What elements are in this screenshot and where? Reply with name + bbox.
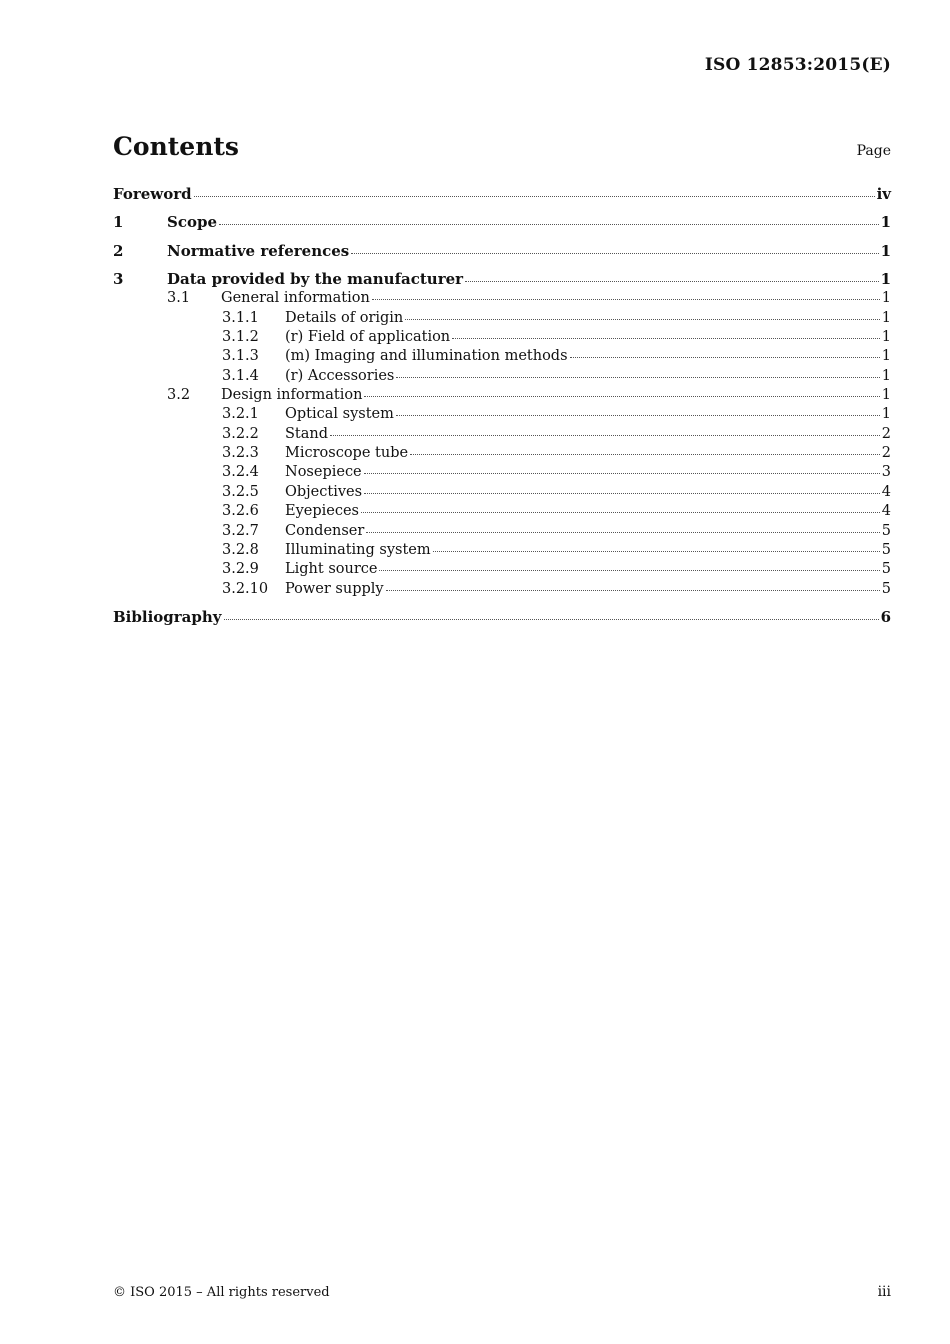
- toc-entry-title: Power supply: [285, 580, 384, 597]
- toc-entry-page: 2: [881, 445, 891, 462]
- dot-leader: [465, 269, 878, 282]
- toc-entry-page: 1: [881, 290, 891, 307]
- dot-leader: [364, 481, 880, 494]
- toc-entry-title: General information: [221, 290, 370, 307]
- toc-entry-title: Microscope tube: [285, 445, 409, 462]
- toc-entry-number: 3.2: [167, 387, 191, 404]
- toc-entry-number: 3.2.6: [222, 503, 259, 520]
- toc-entry-title: Foreword: [113, 185, 192, 203]
- toc-entry-number: 3.2.3: [222, 445, 259, 462]
- toc-entry-page: 1: [881, 387, 891, 404]
- toc-entry-number: 3.2.10: [222, 580, 269, 597]
- toc-entry-page: 5: [881, 561, 891, 578]
- toc-entry-page: 1: [881, 309, 891, 326]
- toc-entry-page: 1: [880, 270, 891, 289]
- toc-entry-title: Design information: [221, 387, 363, 404]
- dot-leader: [396, 403, 880, 416]
- dot-leader: [351, 241, 878, 254]
- page-number: iii: [877, 1284, 891, 1300]
- toc-entry-page: 5: [881, 580, 891, 597]
- toc-entry-title: Data provided by the manufacturer: [167, 270, 464, 289]
- toc-entry-page: 3: [881, 464, 891, 481]
- dot-leader: [366, 520, 879, 533]
- toc-entry[interactable]: [113, 213, 891, 232]
- toc-entry-title: Objectives: [285, 483, 363, 500]
- toc-entry[interactable]: [113, 242, 891, 261]
- dot-leader: [379, 558, 879, 571]
- dot-leader: [452, 326, 880, 339]
- toc-entry-page: 4: [881, 503, 891, 520]
- dot-leader: [361, 500, 880, 513]
- page-column-label: Page: [856, 143, 891, 159]
- toc-entry-page: 5: [881, 522, 891, 539]
- dot-leader: [219, 212, 879, 225]
- toc-entry-title: Details of origin: [285, 309, 404, 326]
- dot-leader: [372, 287, 880, 300]
- dot-leader: [224, 607, 879, 620]
- toc-entry-page: 6: [880, 607, 891, 626]
- dot-leader: [570, 345, 880, 358]
- toc-entry-page: 1: [880, 241, 891, 260]
- toc-entry-page: 4: [881, 483, 891, 500]
- table-of-contents: [113, 185, 891, 627]
- toc-entry-number: 3.2.2: [222, 425, 259, 442]
- toc-entry-title: Optical system: [285, 406, 394, 423]
- dot-leader: [386, 578, 880, 591]
- dot-leader: [194, 184, 875, 197]
- toc-entry-title: Light source: [285, 561, 378, 578]
- toc-entry-title: Eyepieces: [285, 503, 360, 520]
- toc-entry-title: Bibliography: [113, 607, 222, 626]
- toc-entry-number: 3.1.4: [222, 367, 259, 384]
- toc-entry[interactable]: [113, 185, 891, 204]
- toc-entry-number: 3.2.5: [222, 483, 259, 500]
- toc-entry-page: 5: [881, 541, 891, 558]
- toc-entry-number: 3.2.9: [222, 561, 259, 578]
- toc-entry-title: Stand: [285, 425, 329, 442]
- toc-entry[interactable]: [113, 580, 891, 599]
- toc-entry-title: (r) Field of application: [285, 329, 451, 346]
- toc-entry-page: 1: [881, 406, 891, 423]
- toc-entry-page: 1: [881, 329, 891, 346]
- dot-leader: [396, 365, 879, 378]
- toc-entry-number: 3.1.1: [222, 309, 259, 326]
- toc-entry-number: 3.1: [167, 290, 191, 307]
- contents-title: Contents: [113, 132, 240, 161]
- toc-entry-number: 2: [113, 241, 124, 260]
- toc-entry-number: 3.2.8: [222, 541, 259, 558]
- toc-entry-number: 3.1.3: [222, 348, 259, 365]
- toc-entry-title: (r) Accessories: [285, 367, 395, 384]
- toc-entry-title: Condenser: [285, 522, 365, 539]
- toc-entry-title: Scope: [167, 213, 218, 232]
- toc-entry-number: 3.2.7: [222, 522, 259, 539]
- dot-leader: [410, 442, 880, 455]
- toc-entry-number: 3.1.2: [222, 329, 259, 346]
- toc-entry-number: 3.2.4: [222, 464, 259, 481]
- document-id: ISO 12853:2015(E): [704, 55, 891, 75]
- toc-entry-page: 1: [881, 348, 891, 365]
- toc-entry-number: 3.2.1: [222, 406, 259, 423]
- toc-entry-title: Illuminating system: [285, 541, 431, 558]
- toc-entry-page: iv: [876, 185, 891, 203]
- toc-entry-page: 1: [881, 367, 891, 384]
- dot-leader: [364, 384, 879, 397]
- toc-entry-page: 2: [881, 425, 891, 442]
- toc-entry[interactable]: [113, 608, 891, 627]
- dot-leader: [433, 539, 880, 552]
- dot-leader: [364, 461, 880, 474]
- toc-entry-number: 3: [113, 270, 124, 289]
- toc-entry-title: Nosepiece: [285, 464, 362, 481]
- toc-entry-page: 1: [880, 213, 891, 232]
- toc-entry-number: 1: [113, 213, 124, 232]
- toc-entry-title: (m) Imaging and illumination methods: [285, 348, 568, 365]
- copyright-notice: © ISO 2015 – All rights reserved: [113, 1285, 330, 1300]
- dot-leader: [330, 423, 880, 436]
- toc-entry-title: Normative references: [167, 241, 350, 260]
- dot-leader: [405, 307, 880, 320]
